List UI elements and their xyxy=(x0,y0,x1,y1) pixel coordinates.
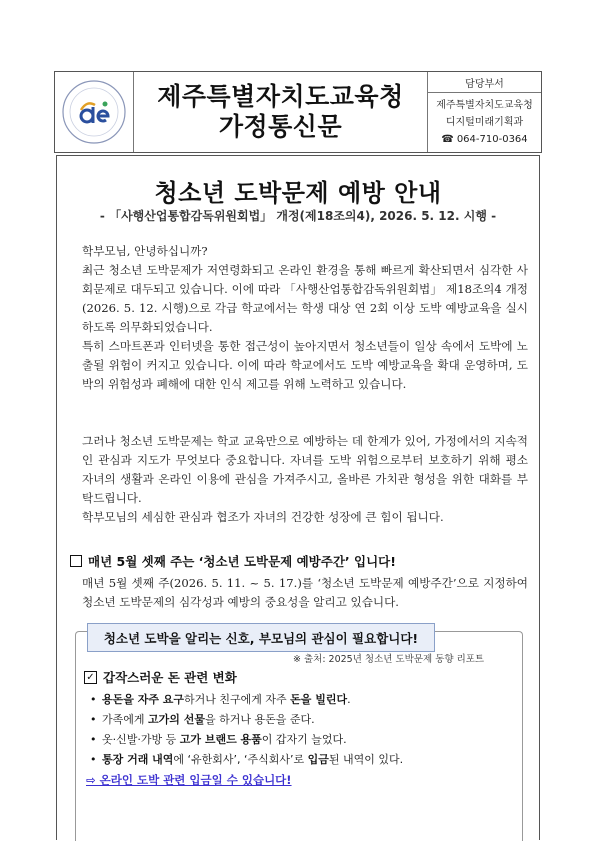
bullet-icon: • xyxy=(90,733,97,746)
department-name: 디지털미래기획과 xyxy=(445,117,524,128)
checkbox-icon: ✓ xyxy=(84,671,97,684)
source-note: ※ 출처: 2025년 청소년 도박문제 동향 리포트 xyxy=(293,654,485,665)
list-item: • 통장 거래 내역에 ‘유한회사’, ‘주식회사’로 입금된 내역이 있다. xyxy=(90,750,403,770)
org-title: 제주특별자치도교육청 xyxy=(157,82,404,111)
newsletter-header xyxy=(54,71,542,153)
phone-line xyxy=(441,131,527,148)
bullet-icon: • xyxy=(90,693,97,706)
list-item: • 옷·신발·가방 등 고가 브랜드 용품이 갑자기 늘었다. xyxy=(90,730,403,750)
department-cell xyxy=(428,72,541,152)
department-org: 제주특별자치도교육청 xyxy=(436,100,533,111)
phone-number: 064-710-0364 xyxy=(456,134,528,145)
department-label: 담당부서 xyxy=(428,72,541,93)
warning-heading: ✓ 갑작스러운 돈 관련 변화 xyxy=(84,668,237,686)
newsletter-title: 가정통신문 xyxy=(218,112,343,141)
bullet-icon: • xyxy=(90,753,97,766)
paragraph-1: 최근 청소년 도박문제가 저연령화되고 온라인 환경을 통해 빠르게 확산되면서 심각한 사회문제로 대두되고 있습니다. 이에 따라 「사행산업통합감독위원회법」 제18조의4 개정(2026. 5. 12. 시행)으로 각급 학교에서는 학생 대상 연 2회 이상 도박 예방교육을 실시하도록 의무화되었습니다. xyxy=(82,263,528,334)
warning-callout: 청소년 도박을 알리는 신호, 부모님의 관심이 필요합니다! xyxy=(87,623,435,652)
list-item: • 용돈을 자주 요구하거나 친구에게 자주 돈을 빌린다. xyxy=(90,690,403,710)
department-info xyxy=(428,93,541,152)
logo-cell xyxy=(55,72,133,152)
paragraph-4: 학부모님의 세심한 관심과 협조가 자녀의 건강한 성장에 큰 힘이 됩니다. xyxy=(82,510,444,524)
list-item: • 가족에게 고가의 선물을 하거나 용돈을 준다. xyxy=(90,710,403,730)
phone-icon: ☎ xyxy=(441,134,454,145)
prevention-week-body: 매년 5월 셋째 주(2026. 5. 11. ~ 5. 17.)를 ‘청소년 도박문제 예방주간’으로 지정하여 청소년 도박문제의 심각성과 예방의 중요성을 알리고 있습니다. xyxy=(82,576,528,609)
paragraph-3: 그러나 청소년 도박문제는 학교 교육만으로 예방하는 데 한계가 있어, 가정에서의 지속적인 관심과 지도가 무엇보다 중요합니다. 자녀를 도박 위험으로부터 보호하기 위해 평소 자녀의 생활과 온라인 이용에 관심을 가져주시고, 올바른 가치관 형성을 위한 대화를 부탁드립니다. xyxy=(82,434,528,505)
title-cell xyxy=(133,72,428,152)
notice-body xyxy=(56,155,540,840)
education-office-logo xyxy=(61,79,127,145)
greeting: 학부모님, 안녕하십니까? xyxy=(82,244,208,258)
paragraph-2: 특히 스마트폰과 인터넷을 통한 접근성이 높아지면서 청소년들이 일상 속에서 도박에 노출될 위험이 커지고 있습니다. 이에 따라 학교에서도 도박 예방교육을 확대 운영하며, 도박의 위험성과 폐해에 대한 인식 제고를 위해 노력하고 있습니다. xyxy=(82,339,528,391)
square-bullet-icon xyxy=(70,555,82,567)
warning-conclusion: ⇨ 온라인 도박 관련 입금일 수 있습니다! xyxy=(86,773,292,787)
bullet-icon: • xyxy=(90,713,97,726)
prevention-week-heading: 매년 5월 셋째 주는 ‘청소년 도박문제 예방주간’ 입니다! xyxy=(70,552,396,570)
warning-list xyxy=(90,690,403,770)
notice-title: 청소년 도박문제 예방 안내 xyxy=(154,179,442,207)
notice-subtitle: - 「사행산업통합감독위원회법」 개정(제18조의4), 2026. 5. 12. 시행 - xyxy=(99,209,497,223)
